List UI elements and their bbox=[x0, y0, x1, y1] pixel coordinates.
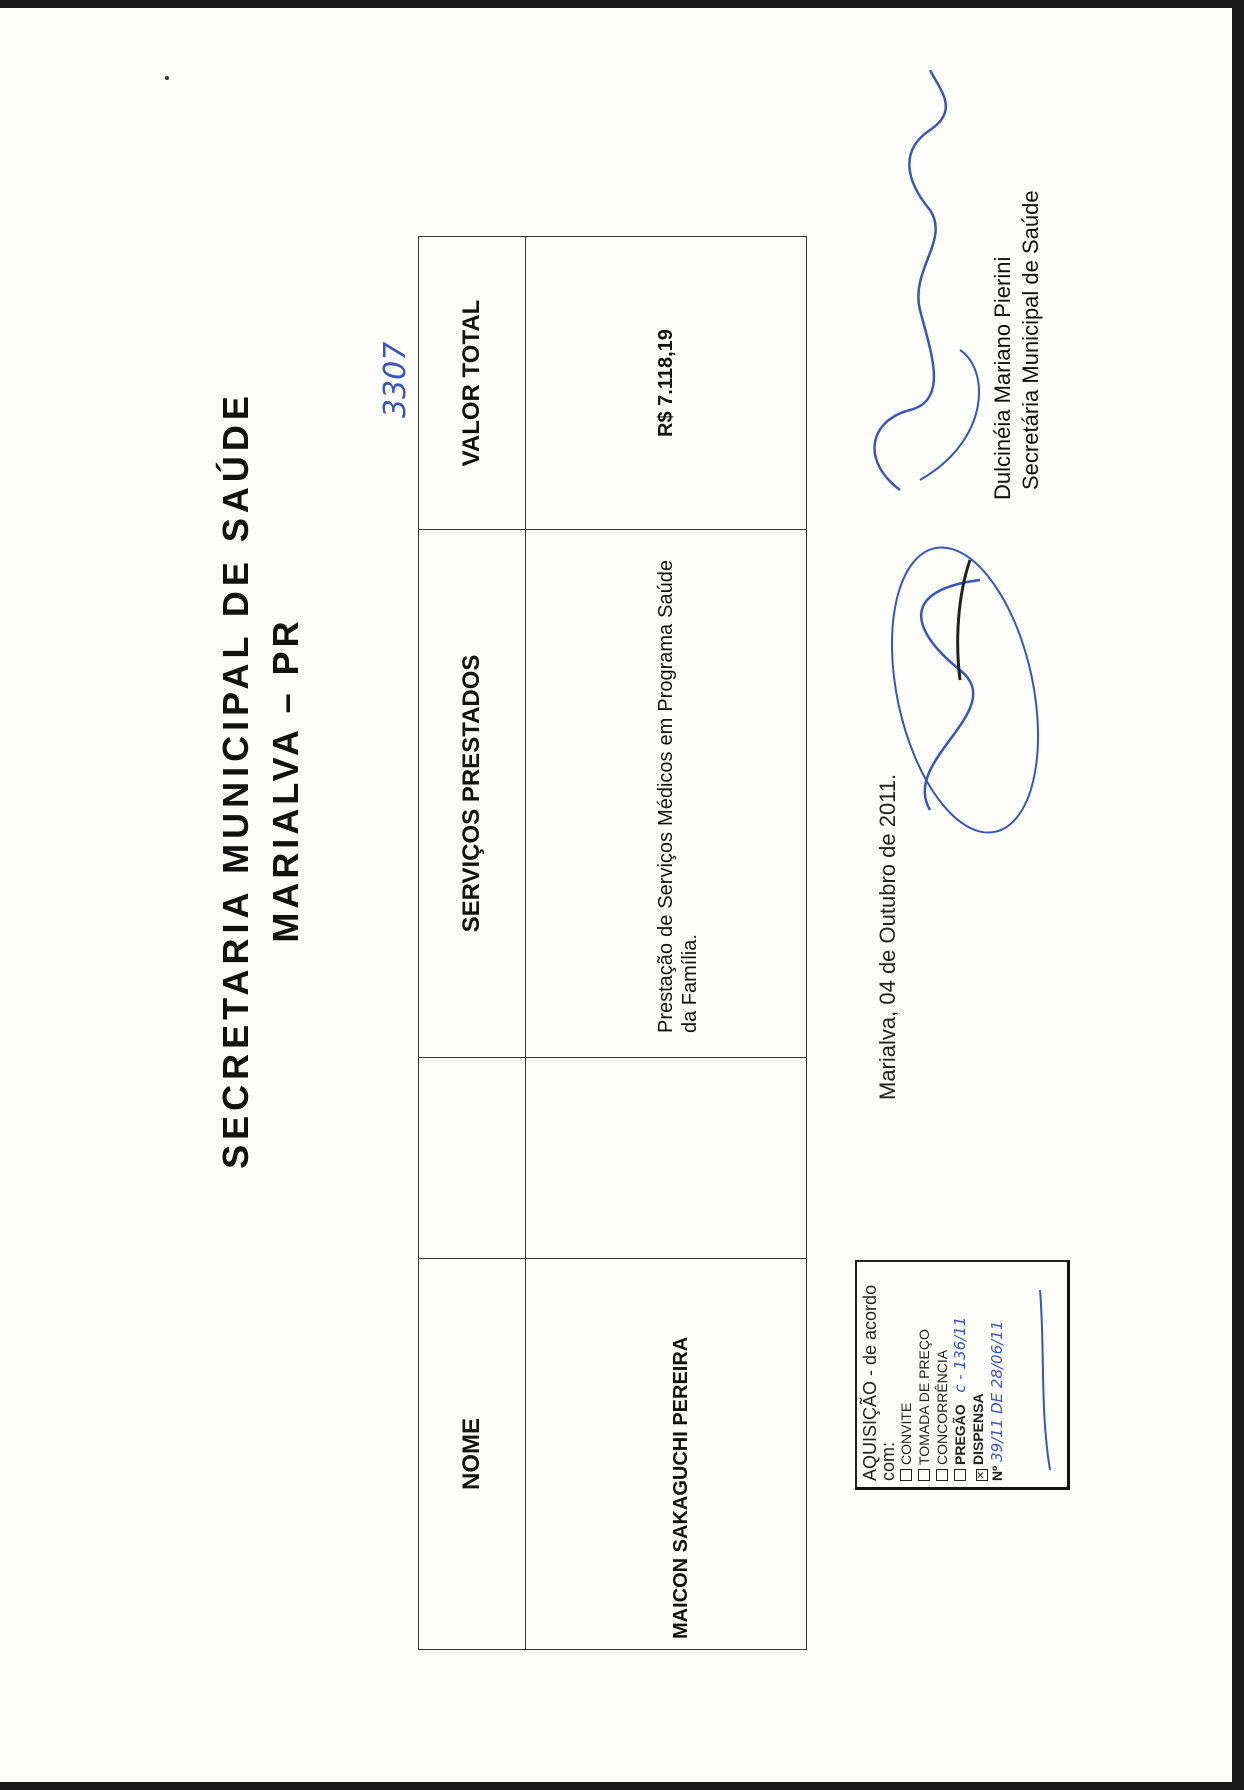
header-nome: NOME bbox=[419, 1259, 526, 1650]
checked-box-icon: ✕ bbox=[976, 1470, 987, 1480]
stamp-heading: AQUISIÇÃO - de acordo com: bbox=[860, 1284, 898, 1481]
stamp-number: Nº 39/11 DE 28/06/11 bbox=[988, 1320, 1006, 1481]
signature-flourish bbox=[920, 350, 979, 480]
stamp-option-concorrencia: CONCORRÊNCIA bbox=[933, 1268, 951, 1481]
table-row bbox=[526, 237, 807, 1650]
date-line: Marialva, 04 de Outubro de 2011. bbox=[875, 773, 900, 1100]
page-subtitle: MARIALVA – PR bbox=[265, 617, 306, 943]
acquisition-stamp bbox=[855, 1260, 1070, 1490]
signature-main bbox=[875, 70, 946, 490]
header-valor: VALOR TOTAL bbox=[419, 237, 526, 530]
cell-servicos: Prestação de Serviços Médicos em Programa Saúde da Família. bbox=[526, 530, 807, 1058]
services-table bbox=[418, 236, 807, 1650]
table-header-row bbox=[419, 237, 526, 1650]
handwritten-note: c - 136/11 bbox=[951, 1316, 969, 1393]
stamp-option-dispensa: ✕DISPENSA bbox=[970, 1393, 987, 1480]
stamp-option-tomada: TOMADA DE PREÇO bbox=[915, 1268, 933, 1481]
stamp-option-pregao: PREGÃO c - 136/11 bbox=[951, 1268, 969, 1481]
handwritten-page-number: 3307 bbox=[378, 341, 413, 418]
checkbox-icon bbox=[918, 1469, 930, 1481]
checkbox-icon bbox=[936, 1469, 948, 1481]
scanned-page bbox=[0, 8, 1232, 1782]
header-servicos: SERVIÇOS PRESTADOS bbox=[419, 530, 526, 1058]
signatory-role: Secretária Municipal de Saúde bbox=[1018, 190, 1043, 490]
page-title: SECRETARIA MUNICIPAL DE SAÚDE bbox=[215, 391, 256, 1169]
cell-blank bbox=[526, 1058, 807, 1259]
stamp-arc bbox=[958, 560, 970, 680]
stamp-option-convite: CONVITE bbox=[897, 1268, 915, 1481]
rotated-document bbox=[0, 8, 1244, 1790]
cell-valor: R$ 7.118,19 bbox=[526, 237, 807, 530]
header-blank bbox=[419, 1058, 526, 1259]
scan-dust-mark bbox=[165, 76, 169, 80]
handwritten-number: 39/11 DE 28/06/11 bbox=[988, 1320, 1006, 1462]
signatory-name: Dulcinéia Mariano Pierini bbox=[990, 256, 1015, 500]
checkbox-icon bbox=[954, 1469, 966, 1481]
signature-scribble-2 bbox=[921, 580, 980, 810]
cell-nome: MAICON SAKAGUCHI PEREIRA bbox=[526, 1259, 807, 1650]
checkbox-icon bbox=[900, 1469, 912, 1481]
